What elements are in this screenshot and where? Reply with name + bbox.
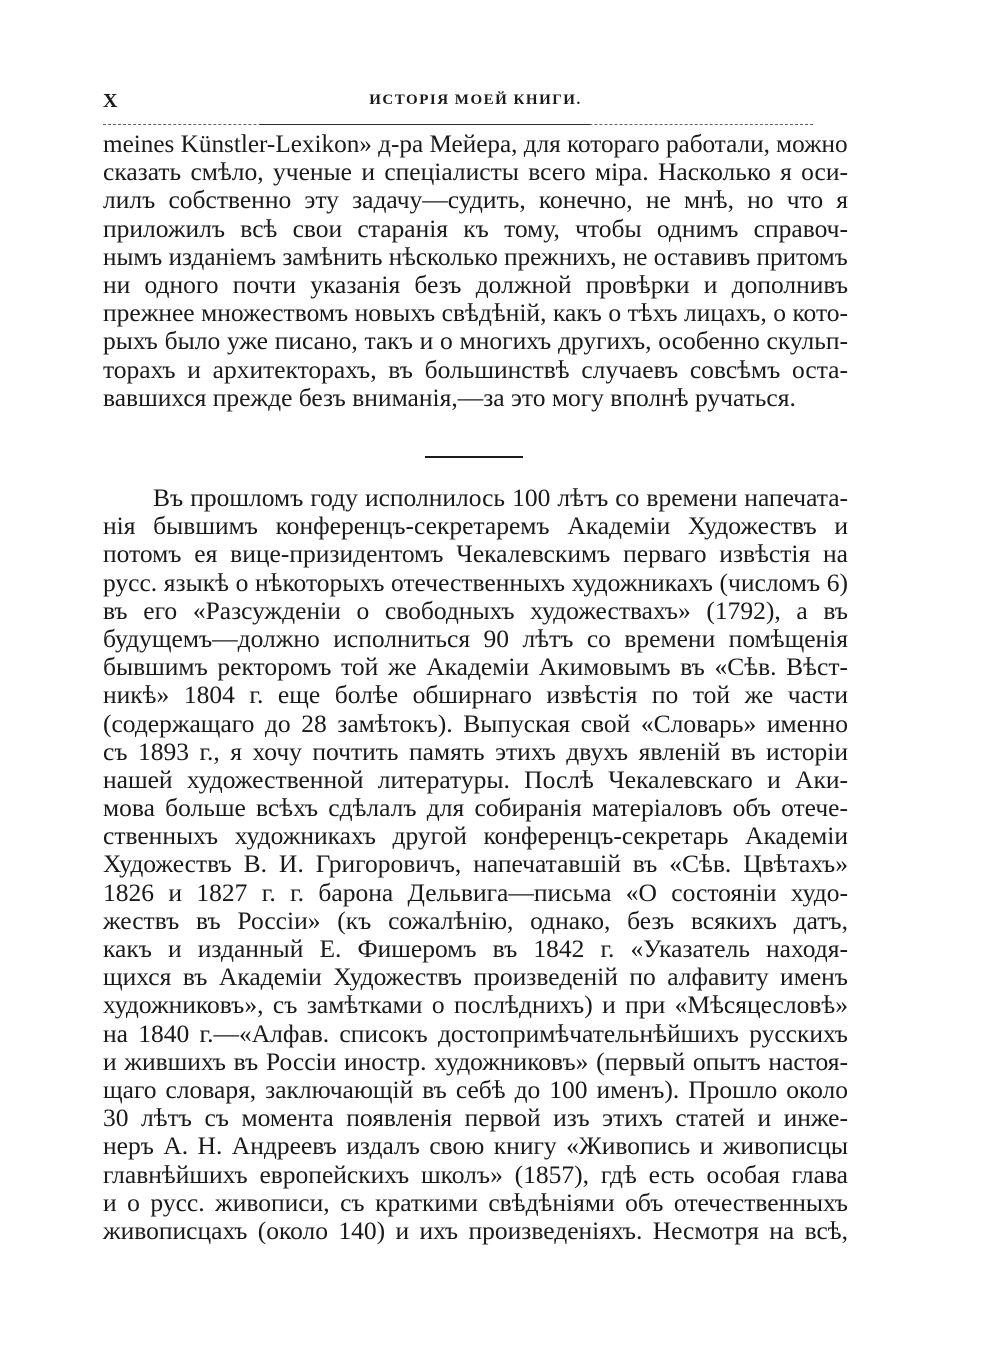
text-line: 30 лѣтъ съ момента появленія первой изъ этихъ статей и инже- <box>103 1103 848 1133</box>
text-line: приложилъ всѣ свои старанія къ тому, чтобы однимъ справоч- <box>103 213 848 243</box>
text-line: никѣ» 1804 г. еще болѣе обширнаго извѣстія по той же части <box>103 680 848 710</box>
section-separator <box>425 456 523 458</box>
text-line: щихся въ Академіи Художествъ произведеній по алфавиту именъ <box>103 962 848 992</box>
text-line: ни одного почти указанія безъ должной провѣрки и дополнивъ <box>103 269 848 299</box>
text-line: какъ и изданный Е. Фишеромъ въ 1842 г. «Указатель находя- <box>103 934 848 963</box>
text-line: лилъ собственно эту задачу—судить, конечно, не мнѣ, но что я <box>103 185 848 215</box>
text-line: неръ А. Н. Андреевъ издалъ свою книгу «Живопись и живописцы <box>103 1131 848 1161</box>
text-line: прежнее множествомъ новыхъ свѣдѣній, какъ о тѣхъ лицахъ, о кото- <box>103 298 848 328</box>
running-head <box>103 88 848 112</box>
text-line: на 1840 г.—«Алфав. списокъ достопримѣчательнѣйшихъ русскихъ <box>103 1018 848 1048</box>
paragraph-new <box>103 484 848 1245</box>
text-line: съ 1893 г., я хочу почтить память этихъ двухъ явленій въ исторіи <box>103 736 848 766</box>
text-line: вавшихся прежде безъ вниманія,—за это могу вполнѣ ручаться. <box>103 382 796 412</box>
text-line: русс. языкѣ о нѣкоторыхъ отечественныхъ художникахъ (числомъ 6) <box>103 567 848 597</box>
text-line: главнѣйшихъ европейскихъ школъ» (1857), гдѣ есть особая глава <box>103 1159 848 1189</box>
text-line: и о русс. живописи, съ краткими свѣдѣніями объ отечественныхъ <box>103 1187 848 1217</box>
text-line: щаго словаря, заключающій въ себѣ до 100 именъ). Прошло около <box>103 1074 848 1104</box>
text-line: сказать смѣло, ученые и спеціалисты всего міра. Насколько я оси- <box>103 157 848 187</box>
text-line: и жившихъ въ Россіи иностр. художниковъ» (первый опытъ настоя- <box>103 1046 848 1076</box>
text-line: рыхъ было уже писано, такъ и о многихъ другихъ, особенно скульп- <box>103 326 848 356</box>
text-line: meines Künstler-Lexikon» д-ра Мейера, для котораго работали, можно <box>103 129 848 158</box>
text-line: будущемъ—должно исполниться 90 лѣтъ со времени помѣщенія <box>103 623 848 653</box>
text-line: нымъ изданіемъ замѣнить нѣсколько прежнихъ, не оставивъ притомъ <box>103 241 848 271</box>
text-line: торахъ и архитекторахъ, въ большинствѣ случаевъ совсѣмъ оста- <box>103 354 848 384</box>
text-line: живописцахъ (около 140) и ихъ произведеніяхъ. Несмотря на всѣ, <box>103 1215 848 1245</box>
text-line: нія бывшимъ конференцъ-секретаремъ Академіи Художествъ и <box>103 511 848 541</box>
text-line: потомъ ея вице-призидентомъ Чекалевскимъ перваго извѣстія на <box>103 539 848 569</box>
text-line: ственныхъ художникахъ другой конференцъ-секретарь Академіи <box>103 821 848 851</box>
text-line: Художествъ В. И. Григоровичъ, напечатавшій въ «Сѣв. Цвѣтахъ» <box>103 849 848 879</box>
text-line: (содержащаго до 28 замѣтокъ). Выпуская свой «Словарь» именно <box>103 708 848 738</box>
text-line: художниковъ», съ замѣтками о послѣднихъ) и при «Мѣсяцесловѣ» <box>103 990 848 1020</box>
header-rule-solid <box>260 124 590 125</box>
text-line: мова больше всѣхъ сдѣлалъ для собиранія матеріаловъ объ отече- <box>103 793 848 823</box>
text-line: нашей художественной литературы. Послѣ Чекалевскаго и Аки- <box>103 764 848 794</box>
text-line: въ его «Разсужденіи о свободныхъ художествахъ» (1792), а въ <box>103 595 848 625</box>
page-number: X <box>103 90 118 112</box>
text-line: 1826 и 1827 г. г. барона Дельвига—письма «О состояніи худо- <box>103 877 848 907</box>
text-line: Въ прошломъ году исполнилось 100 лѣтъ со времени напечата- <box>153 483 848 512</box>
paragraph-continuation <box>103 130 848 412</box>
running-title: ИСТОРІЯ МОЕЙ КНИГИ. <box>369 92 582 108</box>
text-line: бывшимъ ректоромъ той же Академіи Акимовымъ въ «Сѣв. Вѣст- <box>103 652 848 682</box>
text-line: жествъ въ Россіи» (къ сожалѣнію, однако, безъ всякихъ датъ, <box>103 905 848 935</box>
